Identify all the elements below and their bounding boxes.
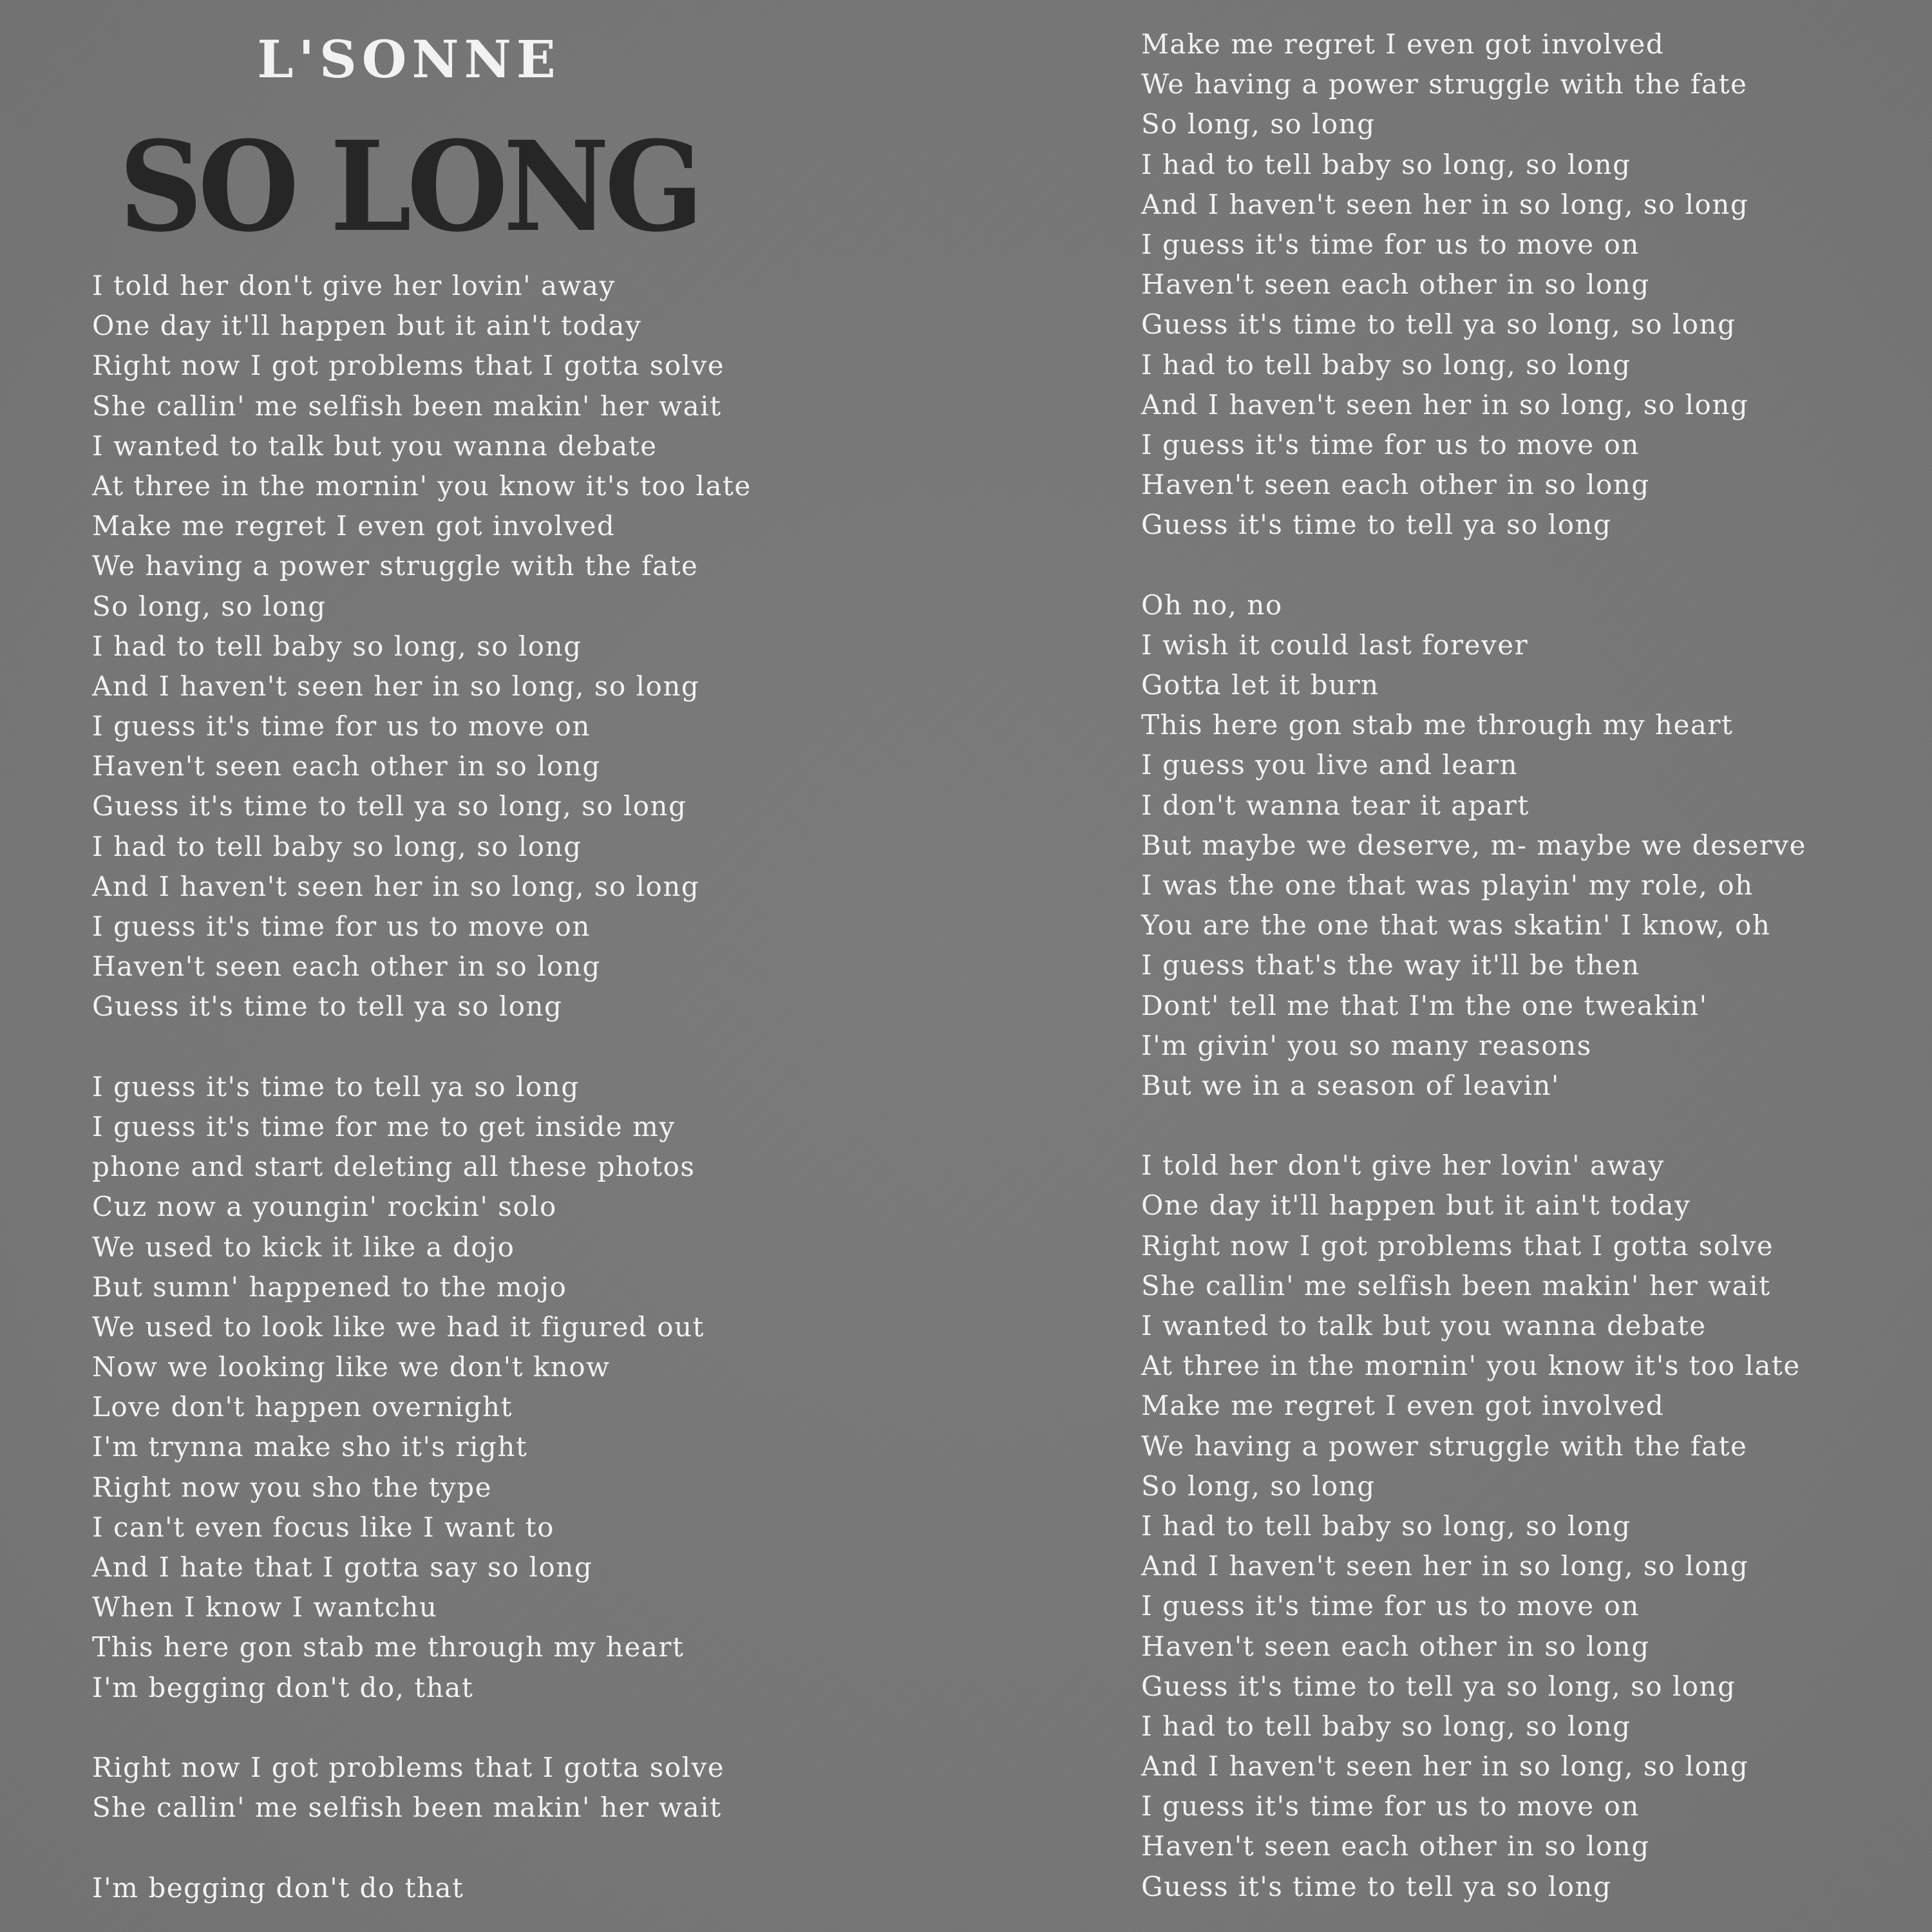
lyric-line: Right now I got problems that I gotta solve (1141, 1229, 1774, 1262)
lyric-line: I don't wanna tear it apart (1141, 789, 1530, 821)
lyric-line: I told her don't give her lovin' away (1141, 1150, 1665, 1182)
lyric-line: Make me regret I even got involved (92, 510, 616, 542)
lyric-line: Guess it's time to tell ya so long (1141, 1870, 1612, 1902)
lyric-line: You are the one that was skatin' I know, oh (1141, 909, 1771, 942)
song-title: SO LONG (118, 115, 699, 260)
lyric-line: This here gon stab me through my heart (92, 1631, 685, 1663)
lyric-line: I'm begging don't do that (92, 1871, 464, 1904)
lyric-line: I guess it's time for us to move on (1141, 1590, 1640, 1622)
lyric-line: I guess that's the way it'll be then (1141, 949, 1640, 981)
lyric-line: She callin' me selfish been makin' her wait (92, 390, 722, 422)
lyrics-column-left (92, 266, 752, 1908)
lyric-line: Oh no, no (1141, 589, 1283, 621)
lyric-line: I had to tell baby so long, so long (1141, 348, 1631, 381)
lyric-line: I guess it's time for us to move on (1141, 228, 1640, 260)
lyric-line: And I haven't seen her in so long, so long (1141, 1550, 1749, 1582)
lyric-line: Right now I got problems that I gotta solve (92, 350, 725, 382)
lyric-line: Haven't seen each other in so long (1141, 269, 1650, 301)
lyric-line: When I know I wantchu (92, 1591, 438, 1624)
lyric-line: We used to look like we had it figured out (92, 1311, 705, 1343)
lyric-line: I had to tell baby so long, so long (1141, 1510, 1631, 1542)
stanza-break (1141, 1106, 1806, 1146)
lyric-line: I guess you live and learn (1141, 749, 1519, 781)
lyric-line: But maybe we deserve, m- maybe we deserve (1141, 829, 1807, 861)
lyric-line: I guess it's time to tell ya so long (92, 1070, 580, 1103)
lyric-line: So long, so long (1141, 108, 1376, 140)
lyric-line: This here gon stab me through my heart (1141, 709, 1734, 741)
lyric-line: Now we looking like we don't know (92, 1351, 611, 1383)
lyric-line: Guess it's time to tell ya so long, so long (92, 790, 687, 822)
stanza-break (1141, 545, 1806, 585)
lyric-line: We used to kick it like a dojo (92, 1231, 515, 1263)
lyric-line: And I haven't seen her in so long, so long (1141, 388, 1749, 421)
lyric-line: Right now you sho the type (92, 1471, 492, 1503)
lyric-line: Haven't seen each other in so long (1141, 1630, 1650, 1662)
lyric-line: At three in the mornin' you know it's too late (92, 469, 752, 502)
lyric-line: And I hate that I gotta say so long (92, 1551, 593, 1583)
lyric-line: And I haven't seen her in so long, so long (92, 870, 700, 902)
lyric-line: But we in a season of leavin' (1141, 1069, 1560, 1101)
lyric-line: I had to tell baby so long, so long (1141, 1710, 1631, 1742)
lyric-line: Gotta let it burn (1141, 669, 1379, 701)
lyric-line: Dont' tell me that I'm the one tweakin' (1141, 989, 1708, 1021)
lyric-line: Guess it's time to tell ya so long, so long (1141, 1670, 1736, 1702)
artist-name: L'SONNE (257, 29, 561, 90)
lyric-line: We having a power struggle with the fate (92, 550, 699, 582)
lyric-line: Guess it's time to tell ya so long (92, 990, 563, 1023)
lyric-line: Haven't seen each other in so long (1141, 1830, 1650, 1862)
lyric-line: We having a power struggle with the fate (1141, 1430, 1748, 1462)
lyric-line: One day it'll happen but it ain't today (1141, 1189, 1691, 1222)
lyric-line: So long, so long (1141, 1470, 1376, 1502)
lyric-line: I told her don't give her lovin' away (92, 270, 616, 301)
lyric-line: I wanted to talk but you wanna debate (92, 430, 658, 462)
lyric-line: Haven't seen each other in so long (1141, 469, 1650, 501)
lyric-line: I had to tell baby so long, so long (1141, 148, 1631, 180)
lyric-line: So long, so long (92, 590, 327, 622)
lyric-line: I had to tell baby so long, so long (92, 830, 582, 862)
lyric-line: Haven't seen each other in so long (92, 951, 601, 983)
lyrics-column-right (1141, 24, 1806, 1907)
lyric-line: Make me regret I even got involved (1141, 1390, 1665, 1422)
lyric-line: I'm begging don't do, that (92, 1671, 474, 1703)
lyric-line: I guess it's time for us to move on (92, 710, 591, 743)
lyric-line: At three in the mornin' you know it's too late (1141, 1350, 1801, 1382)
lyric-line: Haven't seen each other in so long (92, 750, 601, 782)
lyric-line: I can't even focus like I want to (92, 1511, 554, 1543)
lyric-line: And I haven't seen her in so long, so long (92, 670, 700, 702)
lyric-line: I guess it's time for us to move on (92, 911, 591, 942)
lyric-line: phone and start deleting all these photos (92, 1151, 696, 1183)
lyric-line: Love don't happen overnight (92, 1391, 513, 1423)
lyric-line: Guess it's time to tell ya so long, so long (1141, 308, 1736, 341)
stanza-break (92, 1828, 752, 1868)
lyric-line: And I haven't seen her in so long, so long (1141, 1750, 1749, 1783)
lyric-line: And I haven't seen her in so long, so long (1141, 188, 1749, 220)
lyric-line: We having a power struggle with the fate (1141, 68, 1748, 100)
lyric-line: I wanted to talk but you wanna debate (1141, 1310, 1707, 1341)
lyric-line: One day it'll happen but it ain't today (92, 310, 642, 342)
stanza-break (92, 1708, 752, 1748)
lyric-line: I'm givin' you so many reasons (1141, 1029, 1592, 1061)
lyric-line: I guess it's time for me to get inside my (92, 1110, 676, 1142)
lyric-line: But sumn' happened to the mojo (92, 1271, 567, 1303)
lyric-line: I guess it's time for us to move on (1141, 1790, 1640, 1823)
lyric-line: She callin' me selfish been makin' her wait (92, 1792, 722, 1824)
lyric-line: Make me regret I even got involved (1141, 28, 1665, 60)
lyric-line: I wish it could last forever (1141, 629, 1529, 661)
lyric-line: I had to tell baby so long, so long (92, 630, 582, 662)
lyric-line: Cuz now a youngin' rockin' solo (92, 1191, 557, 1223)
lyric-line: She callin' me selfish been makin' her wait (1141, 1269, 1771, 1302)
lyric-line: Right now I got problems that I gotta solve (92, 1751, 725, 1783)
lyric-line: I guess it's time for us to move on (1141, 428, 1640, 460)
stanza-break (92, 1027, 752, 1067)
lyric-line: I was the one that was playin' my role, oh (1141, 869, 1754, 901)
lyric-line: Guess it's time to tell ya so long (1141, 509, 1612, 541)
lyric-line: I'm trynna make sho it's right (92, 1431, 528, 1463)
